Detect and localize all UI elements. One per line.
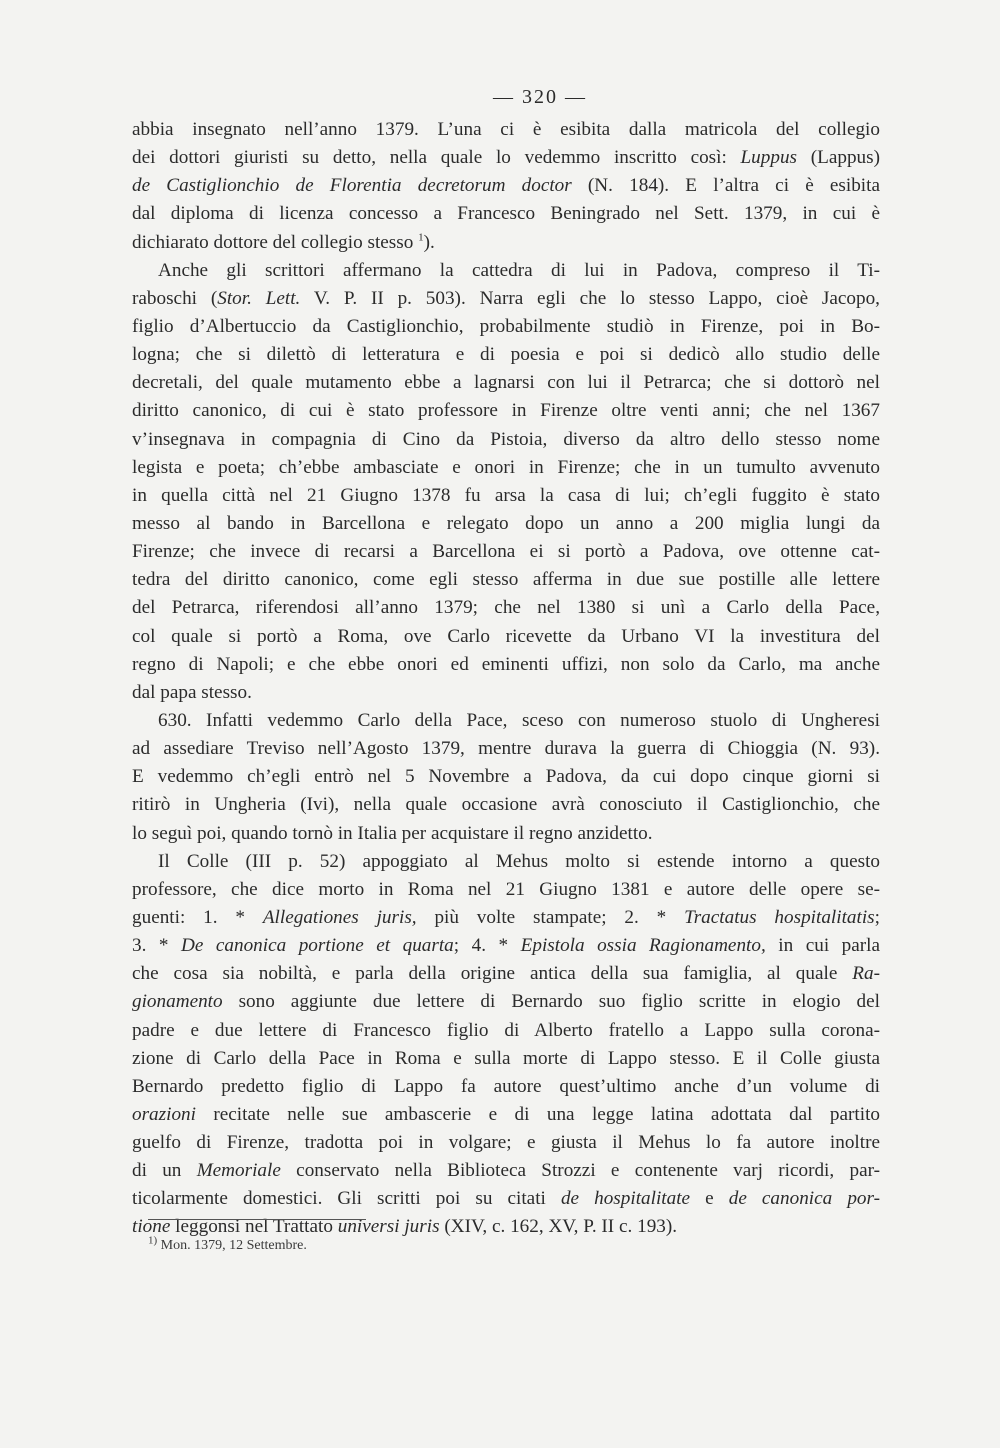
text-line [132,369,880,397]
text-span: professore, che dice morto in Roma nel 21 Giugno 1381 e autore delle opere se- [132,878,880,900]
text-span: in cui parla [765,935,880,957]
text-span: (XIV, c. 162, XV, P. II c. 193). [439,1216,678,1238]
text-line [132,707,880,735]
text-span: legista e poeta; ch’ebbe ambasciate e onori in Firenze; che in un tumulto avvenuto [132,456,880,478]
text-span: Firenze; che invece di recarsi a Barcellona ei si portò a Padova, ove ottenne cat- [132,541,880,563]
text-span: sono aggiunte due lettere di Bernardo suo figlio scritte in elogio del [222,991,880,1013]
text-line [132,172,880,200]
text-span: dei dottori giuristi su detto, nella quale lo vedemmo inscritto così: [132,147,741,169]
text-span: recitate nelle sue ambascerie e di una legge latina adottata dal partito [195,1103,880,1125]
text-span: (Lappus) [797,147,881,169]
text-span: ; 4. * [453,935,521,957]
italic-span: gionamento [132,991,223,1013]
text-span: logna; che si dilettò di letteratura e di poesia e poi si dedicò allo studio delle [132,344,880,366]
text-span: Il Colle (III p. 52) appoggiato al Mehus molto si estende intorno a questo [158,850,880,872]
italic-span: de canonica por- [728,1188,880,1210]
text-span: ). [423,231,435,253]
text-span: e [690,1188,729,1210]
text-span: regno di Napoli; e che ebbe onori ed eminenti uffizi, non solo da Carlo, ma anche [132,653,880,675]
text-line [132,735,880,763]
text-span: decretali, del quale mutamento ebbe a lagnarsi con lui il Petrarca; che si dottorò nel [132,372,880,394]
text-line [132,313,880,341]
text-line [132,623,880,651]
text-line [132,482,880,510]
text-span: ritirò in Ungheria (Ivi), nella quale occasione avrà conosciuto il Castiglionchio, che [132,794,880,816]
text-span: Anche gli scrittori affermano la cattedra di lui in Padova, compreso il Ti- [158,259,880,281]
text-line [132,200,880,228]
text-span: col quale si portò a Roma, ove Carlo ricevette da Urbano VI la investitura del [132,625,880,647]
text-line [132,397,880,425]
text-line [132,679,880,707]
text-span: 630. Infatti vedemmo Carlo della Pace, sceso con numeroso stuolo di Ungheresi [158,709,880,731]
italic-span: Memoriale [196,1160,281,1182]
text-span: che cosa sia nobiltà, e parla della origine antica della sua famiglia, al quale [132,963,853,985]
text-span: 3. * [132,935,181,957]
text-line [132,820,880,848]
text-line [132,1157,880,1185]
text-line [132,257,880,285]
text-line [132,876,880,904]
text-line [132,848,880,876]
page-number: — 320 — [493,86,587,108]
text-line [132,1073,880,1101]
text-span: ; [874,906,880,928]
text-span: dal papa stesso. [132,681,252,703]
text-span: leggonsi nel Trattato [170,1216,338,1238]
footnote-marker: 1) [148,1234,158,1247]
text-line [132,538,880,566]
text-line [132,566,880,594]
italic-span: Tractatus hospitalitatis [684,906,875,928]
text-span: di un [132,1160,197,1182]
text-line [132,510,880,538]
text-line [132,116,880,144]
text-line [132,763,880,791]
text-span: lo seguì poi, quando tornò in Italia per acquistare il regno anzidetto. [132,822,653,844]
text-span: tedra del diritto canonico, come egli stesso afferma in due sue postille alle lettere [132,569,880,591]
text-span: (N. 184). E l’altra ci è esibita [571,175,880,197]
footnote [148,1234,307,1254]
text-span: dichiarato dottore del collegio stesso [132,231,419,253]
text-span: v’insegnava in compagnia di Cino da Pistoia, diverso da altro dello stesso nome [132,428,880,450]
text-line [132,932,880,960]
text-span: abbia insegnato nell’anno 1379. L’una ci è esibita dalla matricola del collegio [132,119,880,140]
footnote-ref: 1 [418,231,424,244]
text-span: ticolarmente domestici. Gli scritti poi su citati [132,1188,561,1210]
text-line [132,1017,880,1045]
text-span: in quella città nel 21 Giugno 1378 fu arsa la casa di lui; ch’egli fuggito è stato [132,484,880,506]
text-line [132,651,880,679]
text-line [132,229,880,257]
text-span: figlio d’Albertuccio da Castiglionchio, probabilmente studiò in Firenze, poi in Bo- [132,315,880,337]
text-span: più volte stampate; 2. * [416,906,685,928]
text-line [132,791,880,819]
text-span: messo al bando in Barcellona e relegato dopo un anno a 200 miglia lungi da [132,512,880,534]
text-span: E vedemmo ch’egli entrò nel 5 Novembre a Padova, da cui dopo cinque giorni si [132,766,880,788]
text-span: zione di Carlo della Pace in Roma e sulla morte di Lappo stesso. E il Colle giusta [132,1047,880,1069]
italic-span: Ra- [852,963,880,985]
text-line [132,1045,880,1073]
italic-span: tione [132,1216,171,1238]
text-span: dal diploma di licenza concesso a Francesco Beningrado nel Sett. 1379, in cui è [132,203,880,225]
italic-span: Stor. Lett. [217,287,301,309]
text-span: del Petrarca, riferendosi all’anno 1379; che nel 1380 si unì a Carlo della Pace, [132,597,880,619]
text-span: ad assediare Treviso nell’Agosto 1379, mentre durava la guerra di Chioggia (N. 93). [132,738,880,760]
text-span: raboschi ( [132,287,218,309]
text-line [132,594,880,622]
text-line [132,904,880,932]
text-line [132,960,880,988]
italic-span: Epistola ossia Ragionamento, [520,935,766,957]
text-line [132,454,880,482]
italic-span: Allegationes juris, [262,906,417,928]
italic-span: de Castiglionchio de Florentia decretorum doctor [132,175,572,197]
italic-span: de hospitalitate [560,1188,691,1210]
italic-span: De canonica portione et quarta [181,935,454,957]
text-line [132,285,880,313]
text-line [132,1129,880,1157]
text-span: V. P. II p. 503). Narra egli che lo stesso Lappo, cioè Jacopo, [300,287,880,309]
italic-span: Luppus [740,147,798,169]
text-line [132,426,880,454]
text-span: Bernardo predetto figlio di Lappo fa autore quest’ultimo anche d’un volume di [132,1075,880,1097]
text-line [132,1101,880,1129]
body-text [132,116,880,1242]
text-line [132,144,880,172]
text-span: conservato nella Biblioteca Strozzi e contenente varj ricordi, par- [280,1160,880,1182]
italic-span: universi juris [337,1216,440,1238]
text-span: guenti: 1. * [132,906,263,928]
text-span: padre e due lettere di Francesco figlio di Alberto fratello a Lappo sulla corona- [132,1019,880,1041]
text-span: diritto canonico, di cui è stato professore in Firenze oltre venti anni; che nel 1367 [132,400,880,422]
footnote-text: Mon. 1379, 12 Settembre. [160,1238,307,1253]
text-line [132,1185,880,1213]
italic-span: orazioni [132,1103,196,1125]
footnote-divider [148,1219,366,1220]
text-span: guelfo di Firenze, tradotta poi in volgare; e giusta il Mehus lo fa autore inoltre [132,1132,880,1154]
text-line [132,341,880,369]
text-line [132,988,880,1016]
